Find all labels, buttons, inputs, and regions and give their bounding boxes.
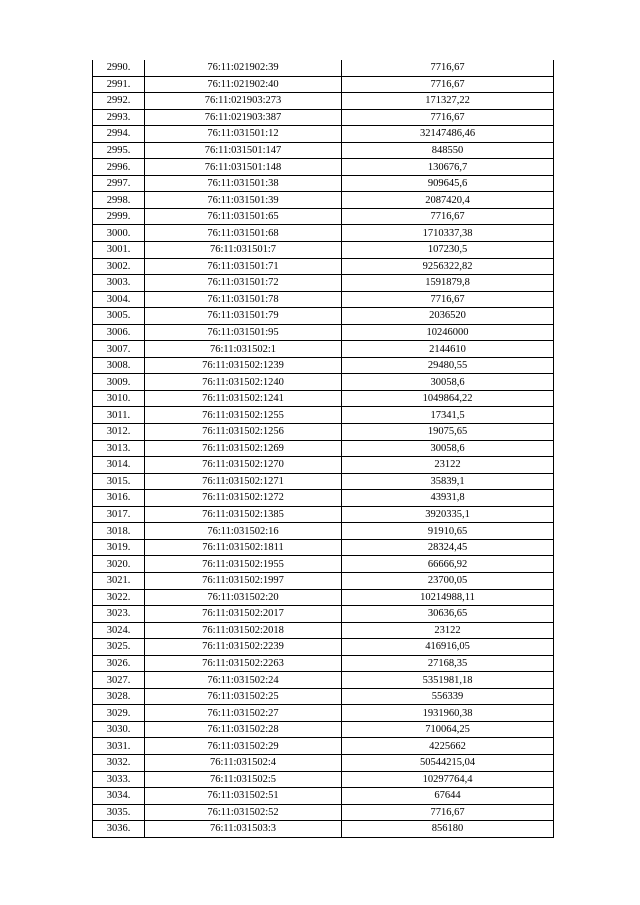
table-row [93,688,554,705]
cadastral-number-cell: 76:11:031502:2018 [145,622,342,639]
row-number-cell: 3024. [93,622,145,639]
value-cell: 2036520 [342,308,554,325]
value-cell: 35839,1 [342,473,554,490]
cadastral-number-cell: 76:11:031502:25 [145,688,342,705]
value-cell: 130676,7 [342,159,554,176]
row-number-cell: 3013. [93,440,145,457]
table-row [93,705,554,722]
row-number-cell: 3035. [93,804,145,821]
value-cell: 28324,45 [342,539,554,556]
value-cell: 2087420,4 [342,192,554,209]
value-cell: 107230,5 [342,242,554,259]
value-cell: 50544215,04 [342,754,554,771]
value-cell: 416916,05 [342,639,554,656]
row-number-cell: 3023. [93,606,145,623]
table-row [93,291,554,308]
row-number-cell: 3012. [93,424,145,441]
row-number-cell: 3004. [93,291,145,308]
row-number-cell: 3028. [93,688,145,705]
row-number-cell: 3005. [93,308,145,325]
table-row [93,93,554,110]
value-cell: 9256322,82 [342,258,554,275]
row-number-cell: 2993. [93,109,145,126]
row-number-cell: 3008. [93,357,145,374]
value-cell: 23122 [342,622,554,639]
row-number-cell: 3014. [93,457,145,474]
cadastral-number-cell: 76:11:031501:68 [145,225,342,242]
value-cell: 19075,65 [342,424,554,441]
table-row [93,589,554,606]
table-row [93,804,554,821]
table-row [93,324,554,341]
table-row [93,556,554,573]
cadastral-number-cell: 76:11:021902:40 [145,76,342,93]
value-cell: 43931,8 [342,490,554,507]
row-number-cell: 2990. [93,60,145,76]
cadastral-number-cell: 76:11:031502:1241 [145,390,342,407]
value-cell: 30058,6 [342,440,554,457]
table-row [93,539,554,556]
cadastral-number-cell: 76:11:031501:147 [145,142,342,159]
cadastral-number-cell: 76:11:031502:1 [145,341,342,358]
value-cell: 30058,6 [342,374,554,391]
row-number-cell: 3017. [93,506,145,523]
table-row [93,506,554,523]
row-number-cell: 3007. [93,341,145,358]
cadastral-number-cell: 76:11:031501:7 [145,242,342,259]
cadastral-number-cell: 76:11:031502:2263 [145,655,342,672]
row-number-cell: 3001. [93,242,145,259]
row-number-cell: 3033. [93,771,145,788]
cadastral-number-cell: 76:11:031501:72 [145,275,342,292]
row-number-cell: 2995. [93,142,145,159]
table-row [93,721,554,738]
value-cell: 848550 [342,142,554,159]
value-cell: 7716,67 [342,208,554,225]
value-cell: 32147486,46 [342,126,554,143]
cadastral-number-cell: 76:11:031502:1256 [145,424,342,441]
row-number-cell: 3016. [93,490,145,507]
cadastral-number-cell: 76:11:031502:52 [145,804,342,821]
row-number-cell: 3002. [93,258,145,275]
value-cell: 909645,6 [342,175,554,192]
value-cell: 7716,67 [342,109,554,126]
row-number-cell: 3031. [93,738,145,755]
row-number-cell: 2991. [93,76,145,93]
cadastral-number-cell: 76:11:031502:1272 [145,490,342,507]
registry-table-body [93,60,554,837]
table-row [93,523,554,540]
row-number-cell: 3006. [93,324,145,341]
value-cell: 1049864,22 [342,390,554,407]
table-row [93,788,554,805]
row-number-cell: 3032. [93,754,145,771]
row-number-cell: 3009. [93,374,145,391]
cadastral-number-cell: 76:11:031501:65 [145,208,342,225]
table-row [93,473,554,490]
value-cell: 1591879,8 [342,275,554,292]
cadastral-number-cell: 76:11:031502:27 [145,705,342,722]
value-cell: 17341,5 [342,407,554,424]
row-number-cell: 2997. [93,175,145,192]
row-number-cell: 2999. [93,208,145,225]
value-cell: 7716,67 [342,60,554,76]
value-cell: 10214988,11 [342,589,554,606]
cadastral-number-cell: 76:11:031502:16 [145,523,342,540]
table-row [93,821,554,838]
row-number-cell: 3027. [93,672,145,689]
value-cell: 67644 [342,788,554,805]
row-number-cell: 3029. [93,705,145,722]
cadastral-number-cell: 76:11:021903:387 [145,109,342,126]
row-number-cell: 3011. [93,407,145,424]
value-cell: 556339 [342,688,554,705]
cadastral-number-cell: 76:11:031501:71 [145,258,342,275]
cadastral-number-cell: 76:11:031502:2017 [145,606,342,623]
cadastral-number-cell: 76:11:031501:79 [145,308,342,325]
table-row [93,771,554,788]
row-number-cell: 3018. [93,523,145,540]
row-number-cell: 2996. [93,159,145,176]
row-number-cell: 2992. [93,93,145,110]
value-cell: 5351981,18 [342,672,554,689]
table-row [93,159,554,176]
row-number-cell: 2998. [93,192,145,209]
cadastral-number-cell: 76:11:031502:5 [145,771,342,788]
value-cell: 23700,05 [342,572,554,589]
table-row [93,192,554,209]
cadastral-number-cell: 76:11:031502:1269 [145,440,342,457]
table-row [93,572,554,589]
table-row [93,357,554,374]
row-number-cell: 3020. [93,556,145,573]
table-row [93,407,554,424]
table-row [93,258,554,275]
row-number-cell: 3022. [93,589,145,606]
value-cell: 10246000 [342,324,554,341]
table-row [93,490,554,507]
value-cell: 710064,25 [342,721,554,738]
table-row [93,639,554,656]
value-cell: 30636,65 [342,606,554,623]
value-cell: 2144610 [342,341,554,358]
row-number-cell: 3021. [93,572,145,589]
cadastral-number-cell: 76:11:031501:39 [145,192,342,209]
cadastral-number-cell: 76:11:031502:1239 [145,357,342,374]
table-row [93,606,554,623]
row-number-cell: 3036. [93,821,145,838]
table-row [93,672,554,689]
cadastral-number-cell: 76:11:031502:4 [145,754,342,771]
table-row [93,374,554,391]
table-row [93,76,554,93]
cadastral-number-cell: 76:11:031502:28 [145,721,342,738]
table-row [93,208,554,225]
cadastral-number-cell: 76:11:031502:1255 [145,407,342,424]
table-row [93,242,554,259]
table-row [93,126,554,143]
table-row [93,109,554,126]
cadastral-number-cell: 76:11:031502:1270 [145,457,342,474]
cadastral-number-cell: 76:11:031502:1385 [145,506,342,523]
table-row [93,754,554,771]
value-cell: 171327,22 [342,93,554,110]
table-row [93,440,554,457]
cadastral-number-cell: 76:11:031501:78 [145,291,342,308]
row-number-cell: 3019. [93,539,145,556]
table-row [93,738,554,755]
cadastral-number-cell: 76:11:031501:12 [145,126,342,143]
value-cell: 66666,92 [342,556,554,573]
table-row [93,225,554,242]
cadastral-number-cell: 76:11:021903:273 [145,93,342,110]
cadastral-number-cell: 76:11:031501:38 [145,175,342,192]
row-number-cell: 3010. [93,390,145,407]
cadastral-number-cell: 76:11:031501:148 [145,159,342,176]
value-cell: 856180 [342,821,554,838]
row-number-cell: 3003. [93,275,145,292]
registry-table [92,60,554,838]
row-number-cell: 3034. [93,788,145,805]
table-row [93,175,554,192]
cadastral-number-cell: 76:11:031501:95 [145,324,342,341]
value-cell: 23122 [342,457,554,474]
table-row [93,60,554,76]
cadastral-number-cell: 76:11:031502:1811 [145,539,342,556]
table-row [93,457,554,474]
row-number-cell: 3026. [93,655,145,672]
value-cell: 7716,67 [342,291,554,308]
row-number-cell: 3025. [93,639,145,656]
table-row [93,424,554,441]
value-cell: 1710337,38 [342,225,554,242]
value-cell: 91910,65 [342,523,554,540]
cadastral-number-cell: 76:11:021902:39 [145,60,342,76]
cadastral-number-cell: 76:11:031502:1271 [145,473,342,490]
table-row [93,390,554,407]
value-cell: 7716,67 [342,76,554,93]
row-number-cell: 3015. [93,473,145,490]
value-cell: 4225662 [342,738,554,755]
cadastral-number-cell: 76:11:031502:29 [145,738,342,755]
table-row [93,655,554,672]
table-row [93,622,554,639]
cadastral-number-cell: 76:11:031502:20 [145,589,342,606]
row-number-cell: 3030. [93,721,145,738]
value-cell: 10297764,4 [342,771,554,788]
cadastral-number-cell: 76:11:031502:2239 [145,639,342,656]
table-row [93,308,554,325]
row-number-cell: 2994. [93,126,145,143]
value-cell: 29480,55 [342,357,554,374]
value-cell: 3920335,1 [342,506,554,523]
table-row [93,142,554,159]
value-cell: 27168,35 [342,655,554,672]
value-cell: 7716,67 [342,804,554,821]
table-row [93,341,554,358]
row-number-cell: 3000. [93,225,145,242]
cadastral-number-cell: 76:11:031502:1997 [145,572,342,589]
cadastral-number-cell: 76:11:031502:51 [145,788,342,805]
cadastral-number-cell: 76:11:031502:1955 [145,556,342,573]
cadastral-number-cell: 76:11:031503:3 [145,821,342,838]
cadastral-number-cell: 76:11:031502:1240 [145,374,342,391]
value-cell: 1931960,38 [342,705,554,722]
table-row [93,275,554,292]
cadastral-number-cell: 76:11:031502:24 [145,672,342,689]
